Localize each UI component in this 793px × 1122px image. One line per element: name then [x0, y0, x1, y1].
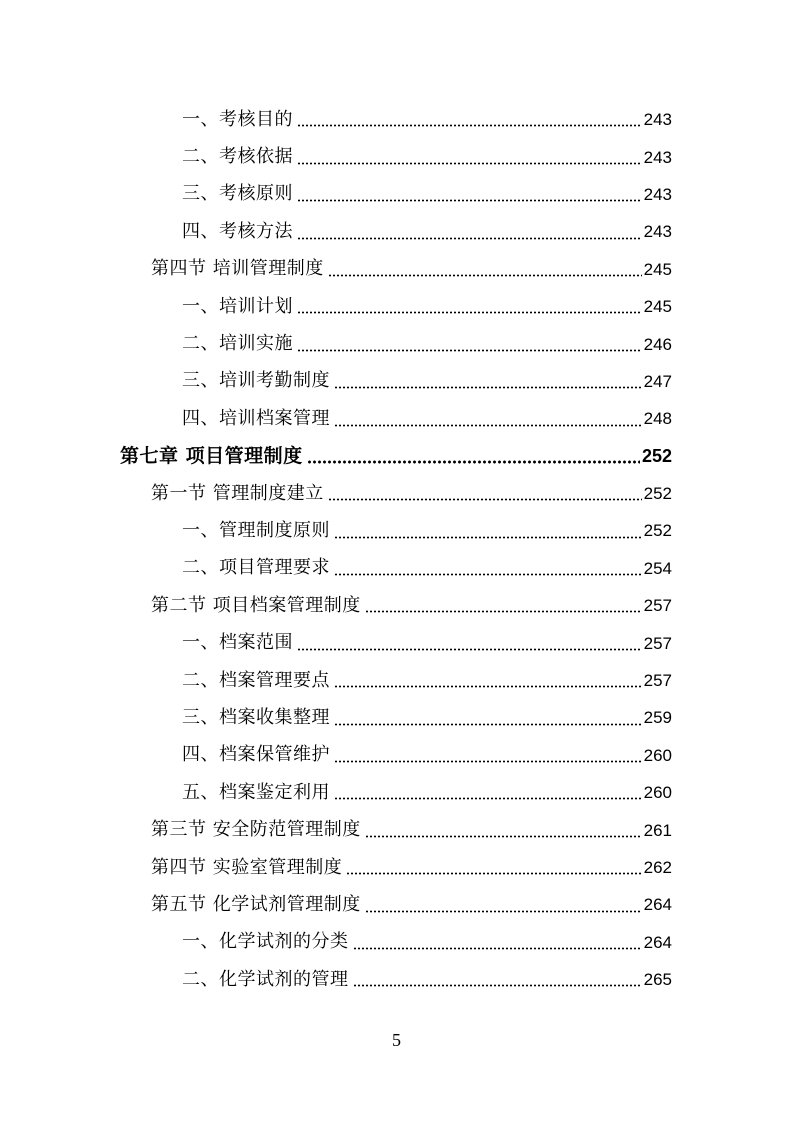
toc-entry-page: 257 — [643, 596, 672, 616]
toc-entry-page: 247 — [643, 371, 672, 391]
dot-leader — [334, 786, 642, 800]
toc-entry-title: 一、档案范围 — [182, 632, 293, 654]
dot-leader — [334, 375, 642, 389]
toc-entry-page: 252 — [643, 484, 672, 504]
dot-leader — [334, 525, 642, 539]
toc-entry-page: 252 — [641, 446, 672, 467]
dot-leader — [297, 113, 642, 127]
toc-entry-page: 264 — [643, 932, 672, 952]
toc-entry-page: 264 — [643, 895, 672, 915]
toc-entry-title: 三、档案收集整理 — [182, 706, 330, 728]
toc-entry[interactable] — [0, 699, 793, 736]
dot-leader — [297, 637, 642, 651]
toc-section-entry[interactable] — [0, 811, 793, 848]
toc-entry-page: 245 — [643, 297, 672, 317]
toc-entry-title: 一、化学试剂的分类 — [182, 931, 349, 953]
toc-entry-page: 243 — [643, 110, 672, 130]
toc-entry-page: 262 — [643, 858, 672, 877]
toc-entry-title: 一、考核目的 — [182, 108, 293, 130]
toc-entry-page: 243 — [643, 147, 672, 167]
toc-entry-title: 三、培训考勤制度 — [182, 370, 330, 392]
dot-leader — [365, 899, 642, 913]
toc-chapter-entry[interactable] — [0, 438, 793, 475]
toc-section-entry[interactable] — [0, 849, 793, 886]
toc-entry-page: 260 — [643, 783, 672, 803]
toc-entry-title: 第四节 培训管理制度 — [151, 258, 324, 280]
dot-leader — [334, 562, 642, 576]
table-of-contents — [0, 101, 793, 998]
toc-entry[interactable] — [0, 363, 793, 400]
toc-entry-title: 二、培训实施 — [182, 333, 293, 355]
toc-entry[interactable] — [0, 624, 793, 661]
dot-leader — [365, 599, 642, 613]
toc-entry-page: 254 — [643, 558, 672, 578]
toc-entry-page: 265 — [643, 970, 672, 990]
dot-leader — [297, 151, 642, 165]
toc-entry[interactable] — [0, 512, 793, 549]
dot-leader — [297, 338, 642, 352]
toc-entry-page: 243 — [643, 222, 672, 242]
toc-section-entry[interactable] — [0, 587, 793, 624]
toc-entry[interactable] — [0, 737, 793, 774]
dot-leader — [334, 749, 642, 763]
toc-entry-title: 第三节 安全防范管理制度 — [151, 819, 361, 841]
toc-entry-title: 二、档案管理要点 — [182, 669, 330, 691]
dot-leader — [353, 973, 642, 987]
toc-entry-title: 第五节 化学试剂管理制度 — [151, 893, 361, 915]
dot-leader — [334, 674, 642, 688]
toc-entry-title: 三、考核原则 — [182, 183, 293, 205]
dot-leader — [334, 712, 642, 726]
dot-leader — [334, 413, 642, 427]
toc-entry-title: 第二节 项目档案管理制度 — [151, 594, 361, 616]
toc-entry-page: 259 — [643, 708, 672, 728]
toc-entry-title: 四、档案保管维护 — [182, 744, 330, 766]
toc-section-entry[interactable] — [0, 251, 793, 288]
toc-entry-title: 一、管理制度原则 — [182, 519, 330, 541]
dot-leader — [328, 263, 642, 277]
toc-entry-page: 252 — [643, 521, 672, 541]
toc-entry-title: 第一节 管理制度建立 — [151, 482, 324, 504]
toc-entry[interactable] — [0, 924, 793, 961]
toc-entry-title: 二、考核依据 — [182, 146, 293, 168]
toc-entry[interactable] — [0, 400, 793, 437]
toc-entry-page: 245 — [643, 259, 672, 279]
toc-entry[interactable] — [0, 213, 793, 250]
toc-entry[interactable] — [0, 176, 793, 213]
toc-entry[interactable] — [0, 550, 793, 587]
toc-entry-page: 257 — [643, 671, 672, 691]
toc-entry-title: 五、档案鉴定利用 — [182, 781, 330, 803]
toc-entry-page: 261 — [643, 820, 672, 840]
dot-leader — [297, 226, 642, 240]
toc-entry[interactable] — [0, 138, 793, 175]
toc-entry-page: 260 — [643, 745, 672, 765]
toc-entry-title: 第四节 实验室管理制度 — [151, 856, 343, 878]
toc-entry-title: 四、考核方法 — [182, 220, 293, 242]
dot-leader — [297, 300, 642, 314]
page-number: 5 — [392, 1030, 401, 1050]
toc-section-entry[interactable] — [0, 886, 793, 923]
dot-leader — [365, 824, 642, 838]
toc-entry-title: 二、化学试剂的管理 — [182, 968, 349, 990]
toc-section-entry[interactable] — [0, 475, 793, 512]
toc-entry[interactable] — [0, 101, 793, 138]
toc-entry-page: 257 — [643, 633, 672, 653]
toc-entry-page: 243 — [643, 184, 672, 204]
toc-entry[interactable] — [0, 774, 793, 811]
toc-entry-title: 二、项目管理要求 — [182, 557, 330, 579]
dot-leader — [328, 487, 642, 501]
toc-entry-title: 一、培训计划 — [182, 295, 293, 317]
toc-chapter-title: 第七章 项目管理制度 — [120, 444, 303, 467]
toc-entry[interactable] — [0, 662, 793, 699]
toc-entry-page: 246 — [643, 334, 672, 354]
dot-leader — [307, 450, 640, 464]
toc-entry[interactable] — [0, 961, 793, 998]
dot-leader — [297, 188, 642, 202]
toc-entry[interactable] — [0, 288, 793, 325]
toc-entry-page: 248 — [643, 409, 672, 429]
dot-leader — [346, 861, 641, 875]
toc-entry-title: 四、培训档案管理 — [182, 407, 330, 429]
toc-entry[interactable] — [0, 325, 793, 362]
dot-leader — [353, 936, 642, 950]
